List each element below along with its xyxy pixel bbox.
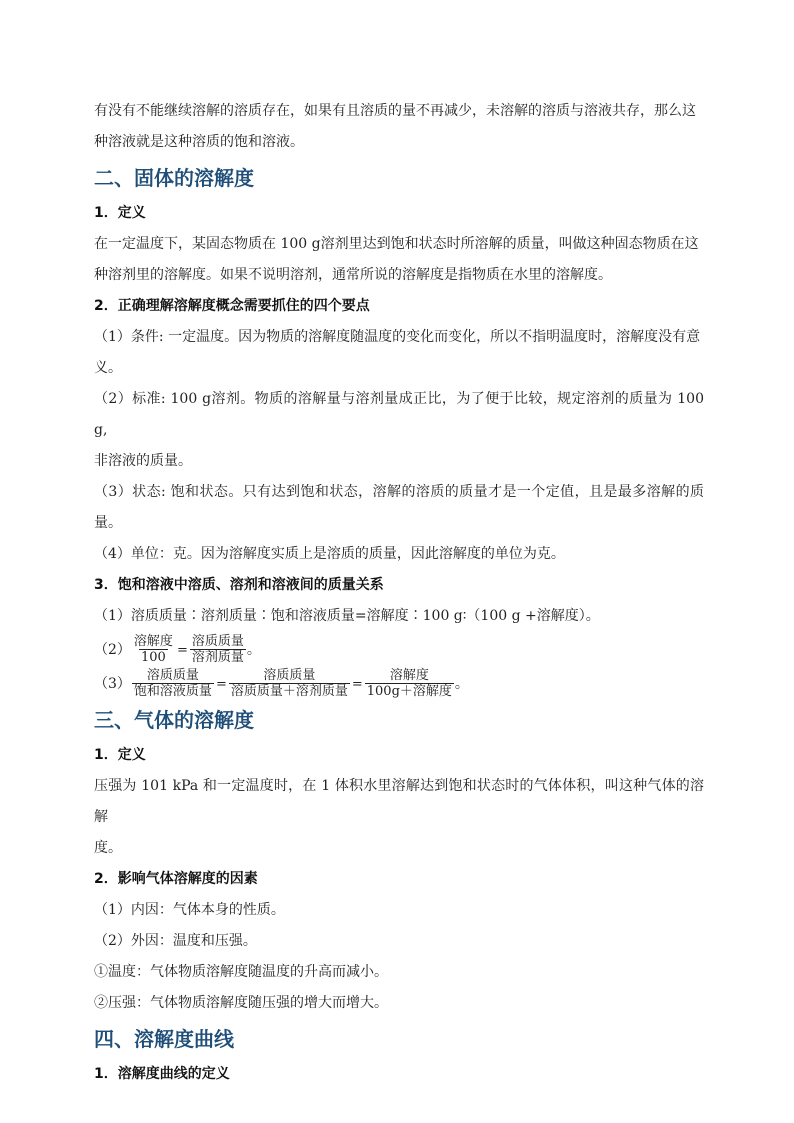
- section-2-subheading-definition: 1．定义: [94, 205, 146, 221]
- section-2-subheading-key-points: 2．正确理解溶解度概念需要抓住的四个要点: [94, 298, 370, 314]
- section-3-subheading-definition: 1．定义: [94, 747, 146, 763]
- key-point-1-line-1: （1）条件: 一定温度。因为物质的溶解度随温度的变化而变化，所以不指明温度时，溶解度没有意: [94, 329, 701, 345]
- section-4-heading: 四、溶解度曲线: [94, 1027, 234, 1051]
- fraction-numerator: 溶解度: [389, 667, 429, 683]
- key-point-2-line-2: 非溶液的质量。: [94, 453, 192, 469]
- fraction-numerator: 溶质质量: [191, 633, 244, 649]
- key-point-3: （3）状态: 饱和状态。只有达到饱和状态，溶解的溶质的质量才是一个定值，且是最多溶解的质量。: [94, 484, 704, 531]
- sec3-definition-line-1: 压强为 101 kPa 和一定温度时，在 1 体积水里溶解达到饱和状态时的气体体积，叫这种气体的溶解: [94, 778, 704, 825]
- relation-2-formula: [94, 632, 704, 666]
- key-point-4: （4）单位：克。因为溶解度实质上是溶质的质量，因此溶解度的单位为克。: [94, 546, 565, 562]
- fraction-denominator: 100g＋溶解度: [366, 683, 452, 699]
- sec2-definition-line-1: 在一定温度下，某固态物质在 100 g溶剂里达到饱和状态时所溶解的质量，叫做这种固态物质在这: [94, 236, 699, 252]
- equals-sign: =: [351, 676, 363, 692]
- fraction-denominator: 溶质质量＋溶剂质量: [230, 683, 348, 699]
- document-page: [94, 96, 704, 1090]
- intro-line-1: 有没有不能继续溶解的溶质存在，如果有且溶质的量不再减少，未溶解的溶质与溶液共存，那么这: [94, 103, 696, 119]
- fraction-solute-over-saturated-solution: [132, 668, 214, 699]
- fraction-numerator: 溶质质量: [263, 667, 316, 683]
- fraction-numerator: 溶质质量: [146, 667, 199, 683]
- fraction-solubility-over-100g-plus-solubility: [365, 668, 454, 699]
- factor-temperature: ①温度：气体物质溶解度随温度的升高而减小。: [94, 964, 388, 980]
- relation-2-label: （2）: [94, 642, 131, 658]
- fraction-numerator: 溶解度: [133, 633, 173, 649]
- equals-sign: =: [215, 676, 227, 692]
- fraction-denominator: 溶剂质量: [191, 649, 244, 665]
- factor-pressure: ②压强：气体物质溶解度随压强的增大而增大。: [94, 995, 388, 1011]
- fraction-solute-over-solute-plus-solvent: [229, 668, 350, 699]
- relation-3-formula: [94, 666, 704, 700]
- section-3-heading: 三、气体的溶解度: [94, 708, 254, 732]
- section-2-heading: 二、固体的溶解度: [94, 166, 254, 190]
- fraction-solute-over-solvent: [190, 634, 246, 665]
- relation-3-label: （3）: [94, 676, 131, 692]
- equals-sign: =: [176, 642, 188, 658]
- fraction-denominator: 饱和溶液质量: [133, 683, 212, 699]
- formula-end-mark: 。: [246, 642, 261, 658]
- factor-internal: （1）内因：气体本身的性质。: [94, 902, 285, 918]
- sec2-definition-line-2: 种溶剂里的溶解度。如果不说明溶剂，通常所说的溶解度是指物质在水里的溶解度。: [94, 267, 612, 283]
- fraction-denominator: 100: [141, 649, 166, 665]
- section-3-subheading-factors: 2．影响气体溶解度的因素: [94, 871, 258, 887]
- formula-end-mark: 。: [454, 676, 469, 692]
- key-point-1-line-2: 义。: [94, 360, 122, 376]
- section-4-subheading-definition: 1．溶解度曲线的定义: [94, 1066, 230, 1082]
- factor-external: （2）外因：温度和压强。: [94, 933, 257, 949]
- sec3-definition-line-2: 度。: [94, 840, 122, 856]
- fraction-solubility-over-100: [132, 634, 175, 665]
- relation-1: （1）溶质质量∶溶剂质量∶饱和溶液质量=溶解度∶100 g∶（100 g +溶解度）。: [94, 608, 600, 624]
- intro-line-2: 种溶液就是这种溶质的饱和溶液。: [94, 134, 304, 150]
- key-point-2-line-1: （2）标准: 100 g溶剂。物质的溶解量与溶剂量成正比，为了便于比较，规定溶剂的质量为 100 g,: [94, 391, 704, 438]
- section-2-subheading-mass-relation: 3．饱和溶液中溶质、溶剂和溶液间的质量关系: [94, 577, 384, 593]
